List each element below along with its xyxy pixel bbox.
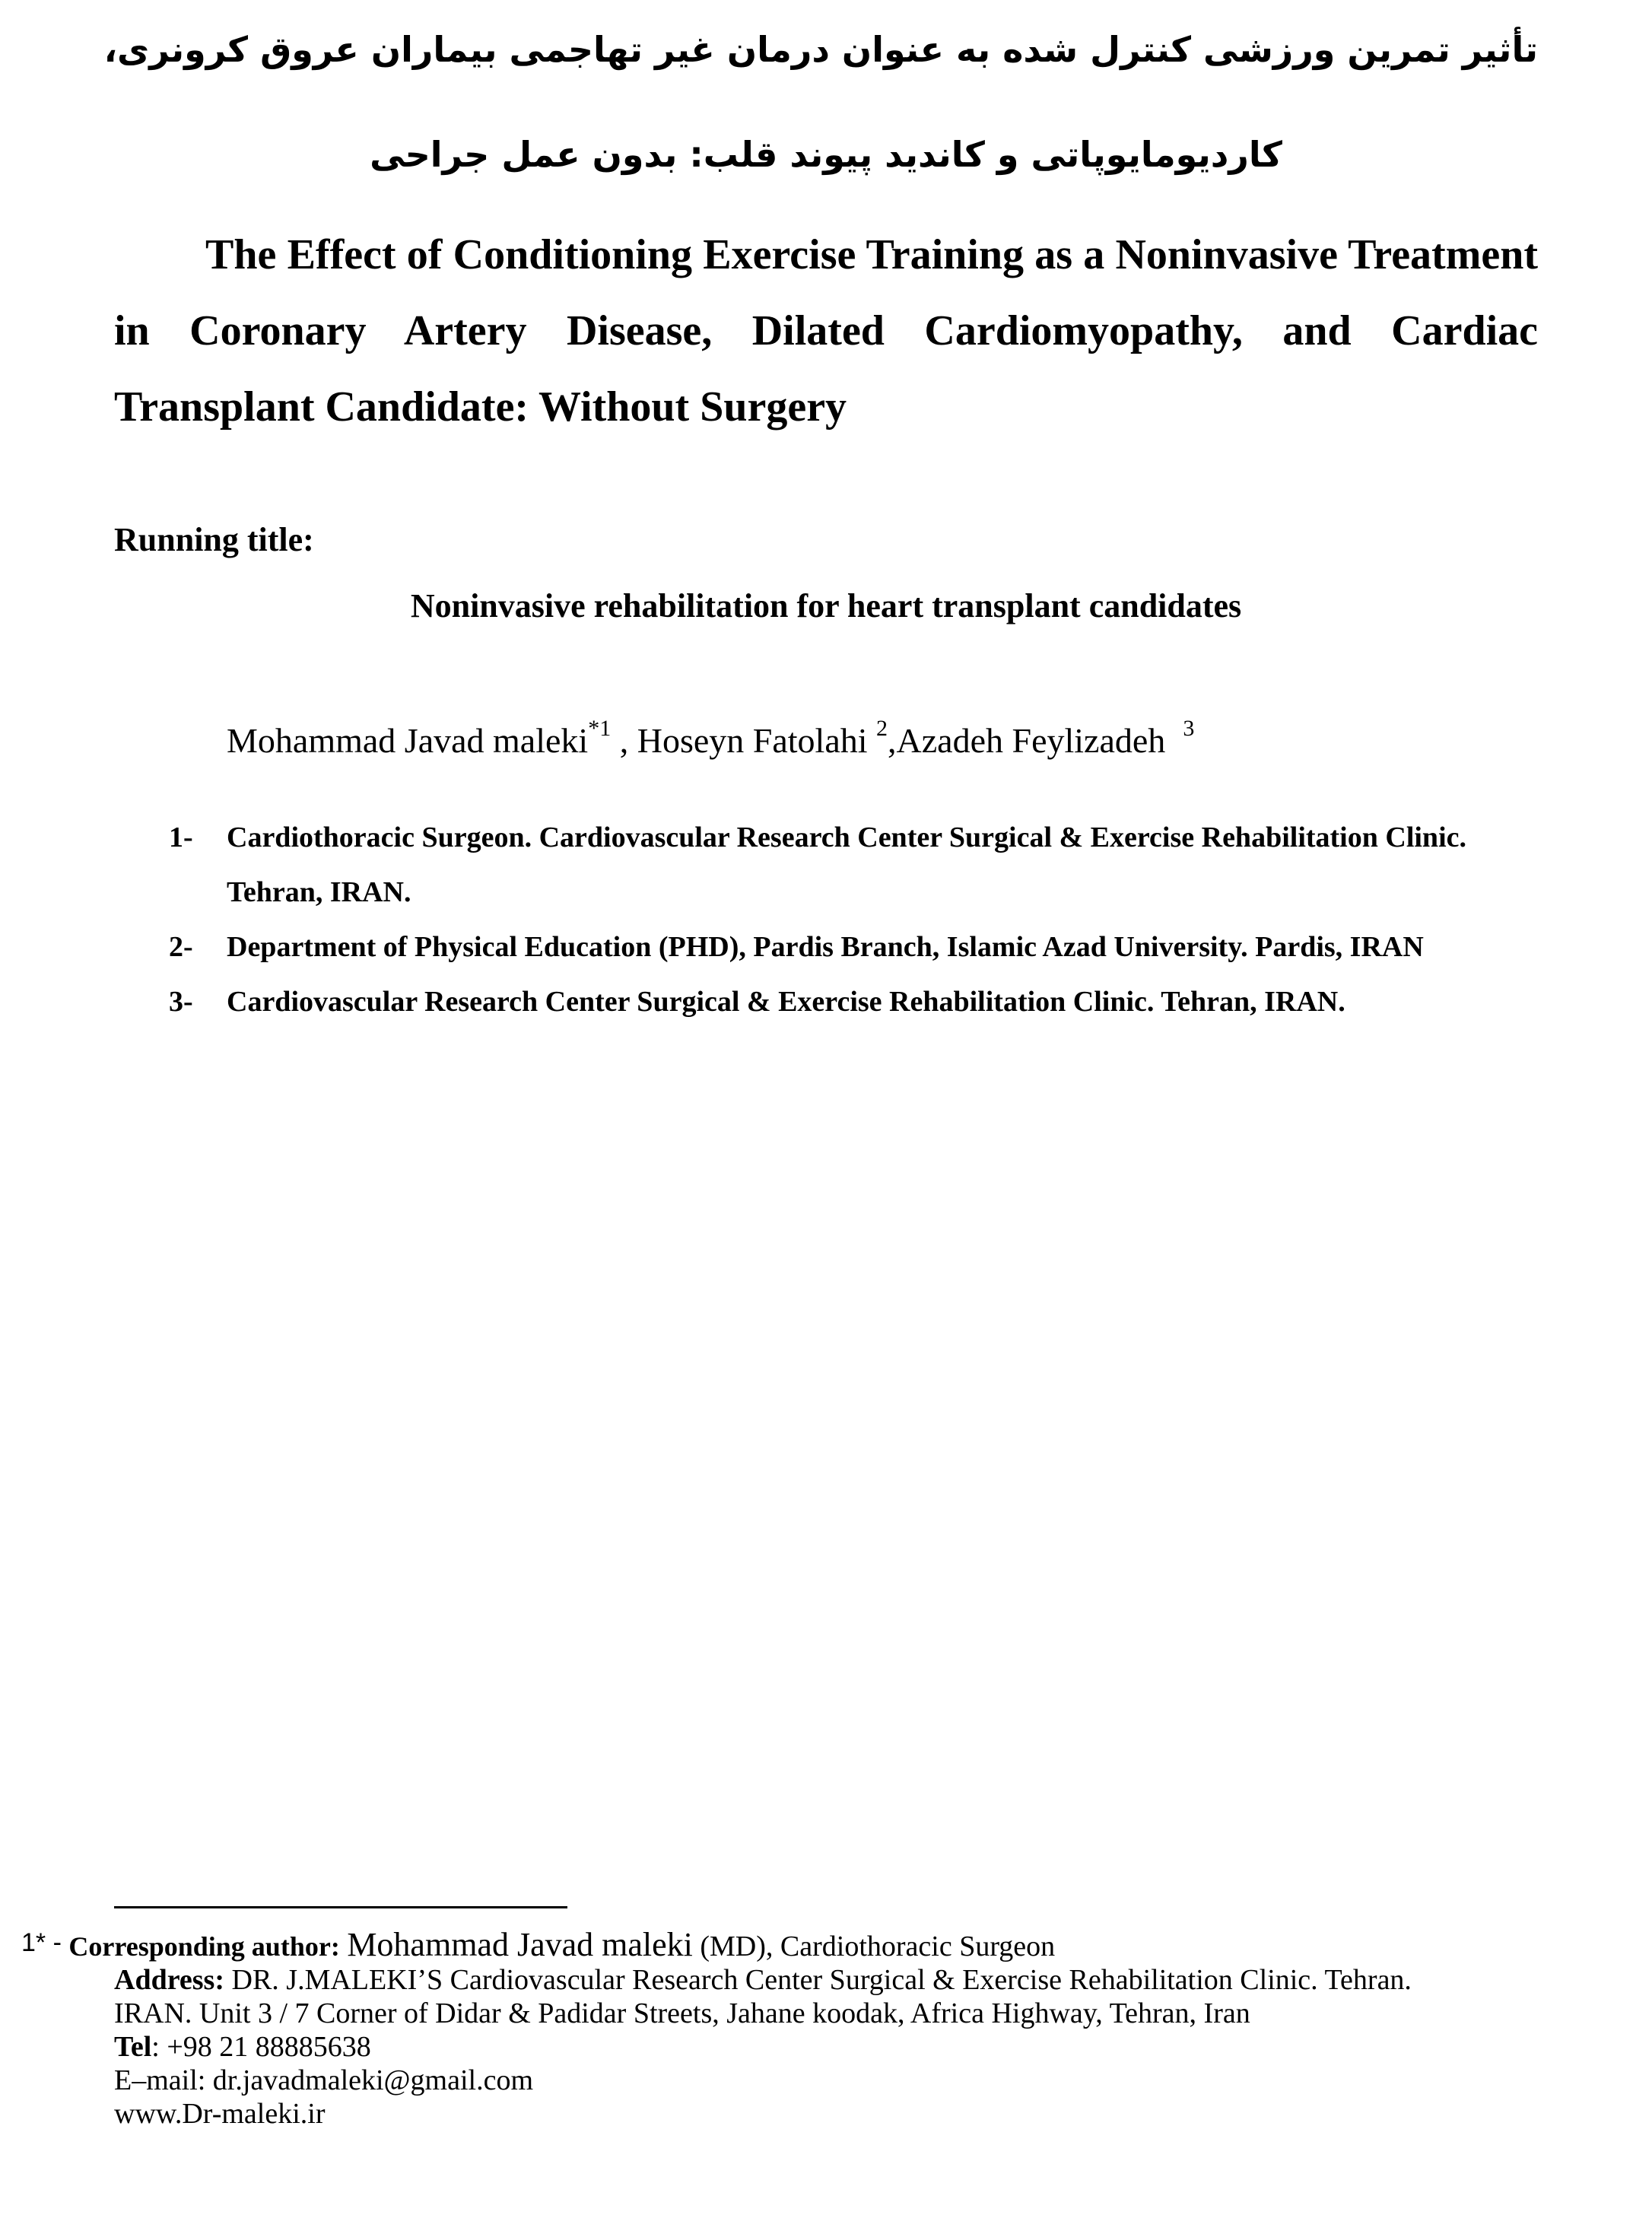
affiliation-text: Department of Physical Education (PHD), Pardis Branch, Islamic Azad University. Pardis, IRAN (227, 931, 1424, 963)
telephone-value: : +98 21 88885638 (151, 2031, 371, 2063)
address-line-2: IRAN. Unit 3 / 7 Corner of Didar & Padidar Streets, Jahane koodak, Africa Highway, Tehran, Iran (114, 1997, 1250, 2029)
affiliation-item (169, 810, 1538, 920)
author-name: Azadeh Feylizadeh (896, 721, 1166, 760)
affiliation-text: Cardiovascular Research Center Surgical & Exercise Rehabilitation Clinic. Tehran, IRAN. (227, 986, 1345, 1018)
corresponding-author-label: Corresponding author: (68, 1931, 340, 1962)
affiliation-number: 2- (169, 931, 193, 963)
corresponding-author-role: (MD), Cardiothoracic Surgeon (700, 1931, 1056, 1962)
author-affiliation-mark: 2 (876, 716, 888, 741)
persian-title-line-1: تأثیر تمرین ورزشی کنترل شده به عنوان درمان غیر تهاجمی بیماران عروق کرونری، (103, 29, 1538, 70)
author-affiliation-mark: *1 (588, 716, 612, 741)
author-list (227, 718, 1194, 764)
author-name: Mohammad Javad maleki (227, 721, 589, 760)
affiliation-text: Cardiothoracic Surgeon. Cardiovascular Research Center Surgical & Exercise Rehabilitation Clinic. Tehran, IRAN. (227, 821, 1466, 908)
english-title: The Effect of Conditioning Exercise Training as a Noninvasive Treatment in Coronary Artery Disease, Dilated Cardiomyopathy, and Cardiac Transplant Candidate: Without Surgery (114, 231, 1538, 431)
author-name: Hoseyn Fatolahi (637, 721, 868, 760)
footnote (21, 1926, 1542, 2131)
author-separator: , (611, 721, 637, 760)
corresponding-author-name: Mohammad Javad maleki (347, 1926, 693, 1963)
address-label: Address: (114, 1964, 224, 1996)
affiliation-number: 1- (169, 821, 193, 853)
affiliation-number: 3- (169, 986, 193, 1018)
footnote-divider (114, 1906, 567, 1908)
address-text: DR. J.MALEKI’S Cardiovascular Research Center Surgical & Exercise Rehabilitation Clinic. Tehran. (231, 1964, 1412, 1996)
telephone-label: Tel (114, 2031, 152, 2063)
affiliation-item (169, 974, 1538, 1029)
email-line: E–mail: dr.javadmaleki@gmail.com (114, 2064, 534, 2096)
address-line-1 (114, 1963, 1542, 1997)
running-title-text: Noninvasive rehabilitation for heart transplant candidates (410, 587, 1242, 624)
footnote-marker: 1* - (21, 1928, 62, 1957)
affiliation-list (169, 810, 1538, 1029)
author-separator: , (888, 721, 897, 760)
website-line: www.Dr-maleki.ir (114, 2098, 326, 2130)
footnote-corresponding-line (21, 1926, 1542, 1963)
affiliation-item (169, 920, 1538, 974)
persian-title-line-2: کاردیومایوپاتی و کاندید پیوند قلب: بدون عمل جراحی (370, 134, 1282, 175)
telephone-line (114, 2030, 1542, 2064)
running-title-label: Running title: (114, 521, 314, 558)
author-affiliation-mark: 3 (1183, 716, 1195, 741)
footnote-details (114, 1963, 1542, 2131)
